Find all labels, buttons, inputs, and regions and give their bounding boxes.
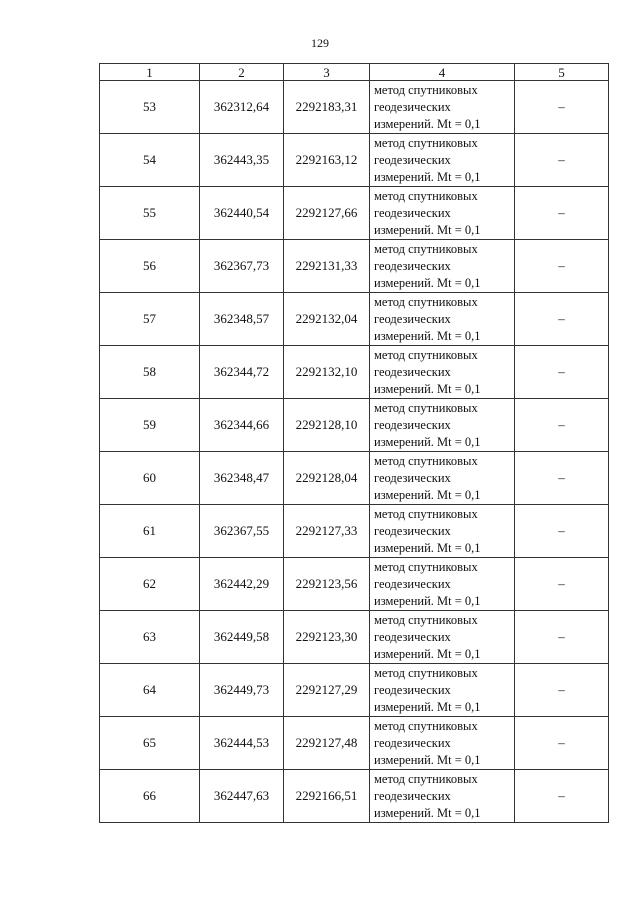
method-cell — [370, 770, 515, 823]
method-line: измерений. Mt = 0,1 — [374, 593, 481, 608]
point-number-cell: 62 — [100, 558, 200, 611]
method-line: геодезических — [374, 417, 451, 432]
method-cell — [370, 505, 515, 558]
point-number-cell: 64 — [100, 664, 200, 717]
note-cell: – — [515, 399, 609, 452]
method-line: геодезических — [374, 470, 451, 485]
header-row — [100, 64, 609, 81]
method-line: измерений. Mt = 0,1 — [374, 275, 481, 290]
method-line: геодезических — [374, 682, 451, 697]
x-coordinate-cell: 362447,63 — [200, 770, 284, 823]
table-row — [100, 399, 609, 452]
method-line: метод спутниковых — [374, 347, 478, 362]
x-coordinate-cell: 362440,54 — [200, 187, 284, 240]
y-coordinate-cell: 2292127,33 — [284, 505, 370, 558]
table-row — [100, 346, 609, 399]
method-cell — [370, 399, 515, 452]
method-line: метод спутниковых — [374, 506, 478, 521]
method-cell — [370, 611, 515, 664]
method-line: измерений. Mt = 0,1 — [374, 328, 481, 343]
point-number-cell: 56 — [100, 240, 200, 293]
y-coordinate-cell: 2292132,10 — [284, 346, 370, 399]
y-coordinate-cell: 2292132,04 — [284, 293, 370, 346]
note-cell: – — [515, 134, 609, 187]
table-body — [100, 81, 609, 823]
method-line: геодезических — [374, 523, 451, 538]
method-line: метод спутниковых — [374, 294, 478, 309]
method-line: геодезических — [374, 576, 451, 591]
table-row — [100, 664, 609, 717]
method-line: измерений. Mt = 0,1 — [374, 487, 481, 502]
note-cell: – — [515, 187, 609, 240]
y-coordinate-cell: 2292123,56 — [284, 558, 370, 611]
method-line: измерений. Mt = 0,1 — [374, 752, 481, 767]
method-line: измерений. Mt = 0,1 — [374, 646, 481, 661]
method-cell — [370, 134, 515, 187]
point-number-cell: 63 — [100, 611, 200, 664]
y-coordinate-cell: 2292128,04 — [284, 452, 370, 505]
note-cell: – — [515, 717, 609, 770]
method-line: метод спутниковых — [374, 559, 478, 574]
note-cell: – — [515, 293, 609, 346]
point-number-cell: 53 — [100, 81, 200, 134]
method-line: геодезических — [374, 311, 451, 326]
method-line: метод спутниковых — [374, 718, 478, 733]
note-cell: – — [515, 770, 609, 823]
method-line: измерений. Mt = 0,1 — [374, 434, 481, 449]
method-line: измерений. Mt = 0,1 — [374, 540, 481, 555]
method-line: геодезических — [374, 99, 451, 114]
note-cell: – — [515, 611, 609, 664]
note-cell: – — [515, 505, 609, 558]
method-line: измерений. Mt = 0,1 — [374, 805, 481, 820]
method-cell — [370, 240, 515, 293]
x-coordinate-cell: 362449,58 — [200, 611, 284, 664]
table-row — [100, 717, 609, 770]
x-coordinate-cell: 362443,35 — [200, 134, 284, 187]
header-cell-5: 5 — [515, 64, 609, 81]
table-row — [100, 187, 609, 240]
method-cell — [370, 558, 515, 611]
x-coordinate-cell: 362344,72 — [200, 346, 284, 399]
method-line: метод спутниковых — [374, 241, 478, 256]
method-line: геодезических — [374, 364, 451, 379]
method-line: измерений. Mt = 0,1 — [374, 116, 481, 131]
coordinates-table — [99, 63, 609, 823]
x-coordinate-cell: 362367,55 — [200, 505, 284, 558]
table-row — [100, 293, 609, 346]
point-number-cell: 58 — [100, 346, 200, 399]
note-cell: – — [515, 664, 609, 717]
method-cell — [370, 717, 515, 770]
method-line: измерений. Mt = 0,1 — [374, 381, 481, 396]
point-number-cell: 66 — [100, 770, 200, 823]
table-row — [100, 505, 609, 558]
x-coordinate-cell: 362348,57 — [200, 293, 284, 346]
point-number-cell: 54 — [100, 134, 200, 187]
method-line: метод спутниковых — [374, 135, 478, 150]
method-line: геодезических — [374, 152, 451, 167]
y-coordinate-cell: 2292127,48 — [284, 717, 370, 770]
y-coordinate-cell: 2292128,10 — [284, 399, 370, 452]
method-cell — [370, 664, 515, 717]
method-line: метод спутниковых — [374, 612, 478, 627]
method-line: метод спутниковых — [374, 665, 478, 680]
y-coordinate-cell: 2292123,30 — [284, 611, 370, 664]
x-coordinate-cell: 362449,73 — [200, 664, 284, 717]
x-coordinate-cell: 362348,47 — [200, 452, 284, 505]
x-coordinate-cell: 362344,66 — [200, 399, 284, 452]
y-coordinate-cell: 2292163,12 — [284, 134, 370, 187]
method-line: геодезических — [374, 258, 451, 273]
method-cell — [370, 346, 515, 399]
y-coordinate-cell: 2292166,51 — [284, 770, 370, 823]
method-cell — [370, 81, 515, 134]
point-number-cell: 59 — [100, 399, 200, 452]
method-line: метод спутниковых — [374, 188, 478, 203]
y-coordinate-cell: 2292127,29 — [284, 664, 370, 717]
method-line: измерений. Mt = 0,1 — [374, 169, 481, 184]
header-cell-3: 3 — [284, 64, 370, 81]
method-line: геодезических — [374, 205, 451, 220]
x-coordinate-cell: 362367,73 — [200, 240, 284, 293]
table-row — [100, 558, 609, 611]
header-cell-2: 2 — [200, 64, 284, 81]
point-number-cell: 55 — [100, 187, 200, 240]
method-line: метод спутниковых — [374, 400, 478, 415]
x-coordinate-cell: 362444,53 — [200, 717, 284, 770]
method-line: метод спутниковых — [374, 771, 478, 786]
point-number-cell: 57 — [100, 293, 200, 346]
method-line: геодезических — [374, 735, 451, 750]
header-cell-1: 1 — [100, 64, 200, 81]
header-cell-4: 4 — [370, 64, 515, 81]
x-coordinate-cell: 362312,64 — [200, 81, 284, 134]
method-line: измерений. Mt = 0,1 — [374, 699, 481, 714]
y-coordinate-cell: 2292183,31 — [284, 81, 370, 134]
method-line: метод спутниковых — [374, 82, 478, 97]
x-coordinate-cell: 362442,29 — [200, 558, 284, 611]
y-coordinate-cell: 2292127,66 — [284, 187, 370, 240]
method-line: метод спутниковых — [374, 453, 478, 468]
point-number-cell: 60 — [100, 452, 200, 505]
note-cell: – — [515, 452, 609, 505]
table-row — [100, 240, 609, 293]
table-row — [100, 611, 609, 664]
method-line: геодезических — [374, 629, 451, 644]
table-row — [100, 81, 609, 134]
note-cell: – — [515, 346, 609, 399]
y-coordinate-cell: 2292131,33 — [284, 240, 370, 293]
note-cell: – — [515, 558, 609, 611]
table-row — [100, 134, 609, 187]
note-cell: – — [515, 240, 609, 293]
point-number-cell: 61 — [100, 505, 200, 558]
page-number: 129 — [311, 36, 329, 50]
point-number-cell: 65 — [100, 717, 200, 770]
method-line: измерений. Mt = 0,1 — [374, 222, 481, 237]
method-cell — [370, 452, 515, 505]
method-line: геодезических — [374, 788, 451, 803]
method-cell — [370, 187, 515, 240]
table-row — [100, 452, 609, 505]
method-cell — [370, 293, 515, 346]
table-row — [100, 770, 609, 823]
note-cell: – — [515, 81, 609, 134]
